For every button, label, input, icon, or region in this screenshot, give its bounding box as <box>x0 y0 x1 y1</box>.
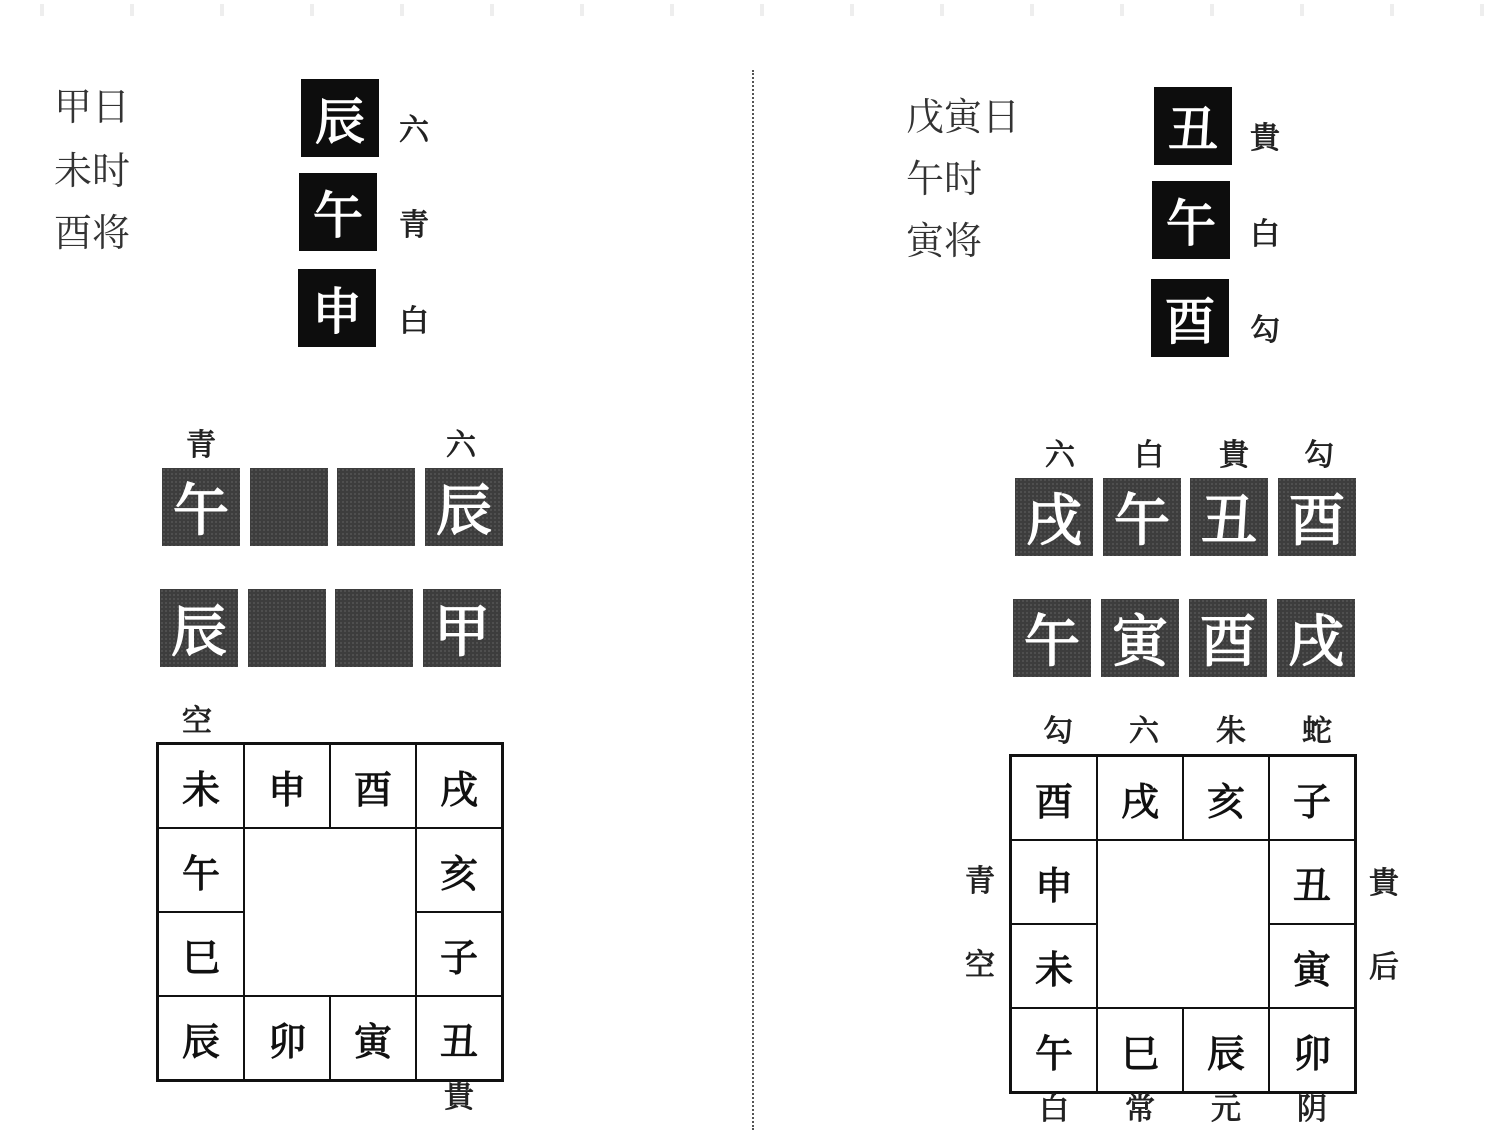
right-panel <box>753 0 1506 1134</box>
chuan-general-2: 白 <box>1250 217 1280 252</box>
above-grid-label: 空 <box>182 704 212 739</box>
grid-cell: 子 <box>416 912 502 996</box>
ke-row1-cell-3: 丑 <box>1190 478 1268 556</box>
grid-left-label-2: 空 <box>965 948 995 983</box>
grid-bottom-label-1: 白 <box>1039 1092 1069 1127</box>
ke-row1-cell-1: 戌 <box>1015 478 1093 556</box>
grid-cell: 巳 <box>1097 1008 1183 1092</box>
chuan-box-2: 午 <box>299 173 377 251</box>
grid-cell: 卯 <box>1269 1008 1355 1092</box>
ke-top-label-4: 勾 <box>1304 438 1334 473</box>
grid-cell: 酉 <box>330 744 416 828</box>
grid-cell: 丑 <box>416 996 502 1080</box>
chuan-general-3: 白 <box>399 304 429 339</box>
plate-grid-right <box>1009 754 1357 1094</box>
ke-top-label-2: 白 <box>1134 438 1164 473</box>
ke-row2-cell-2: 寅 <box>1101 599 1179 677</box>
grid-top-label-1: 勾 <box>1043 714 1073 749</box>
grid-cell: 辰 <box>1183 1008 1269 1092</box>
ke-row2-cell-1: 午 <box>1013 599 1091 677</box>
grid-cell: 亥 <box>416 828 502 912</box>
plate-grid-left <box>156 742 504 1082</box>
grid-center <box>1097 840 1269 1008</box>
grid-cell: 申 <box>1011 840 1097 924</box>
chuan-general-3: 勾 <box>1250 313 1280 348</box>
chuan-box-2: 午 <box>1152 181 1230 259</box>
ke-row1-cell-2 <box>250 468 328 546</box>
info-general: 寅将 <box>906 219 983 263</box>
grid-right-label-2: 后 <box>1369 950 1399 985</box>
grid-cell: 戌 <box>1097 756 1183 840</box>
chuan-box-1: 辰 <box>301 79 379 157</box>
ke-row1-cell-2: 午 <box>1103 478 1181 556</box>
grid-left-label-1: 青 <box>965 864 995 899</box>
grid-cell: 戌 <box>416 744 502 828</box>
grid-cell: 未 <box>1011 924 1097 1008</box>
grid-right-label-1: 貴 <box>1369 866 1399 901</box>
grid-cell: 子 <box>1269 756 1355 840</box>
info-hour: 午时 <box>906 157 983 201</box>
grid-cell: 辰 <box>158 996 244 1080</box>
ke-top-label-1: 青 <box>186 428 216 463</box>
grid-cell: 卯 <box>244 996 330 1080</box>
grid-center <box>244 828 416 996</box>
grid-cell: 申 <box>244 744 330 828</box>
grid-bottom-label-3: 元 <box>1211 1092 1241 1127</box>
ke-row1-cell-4: 辰 <box>425 468 503 546</box>
grid-cell: 未 <box>158 744 244 828</box>
grid-bottom-label-4: 阴 <box>1297 1092 1327 1127</box>
ke-row1-cell-3 <box>337 468 415 546</box>
ke-row2-cell-3: 酉 <box>1189 599 1267 677</box>
chuan-box-3: 申 <box>298 269 376 347</box>
grid-cell: 午 <box>1011 1008 1097 1092</box>
grid-bottom-label-2: 常 <box>1125 1092 1155 1127</box>
ke-top-label-3: 貴 <box>1219 438 1249 473</box>
grid-cell: 酉 <box>1011 756 1097 840</box>
ke-row1-cell-4: 酉 <box>1278 478 1356 556</box>
ke-row2-cell-1: 辰 <box>160 589 238 667</box>
grid-top-label-2: 六 <box>1129 714 1159 749</box>
info-hour: 未时 <box>54 149 131 193</box>
grid-cell: 丑 <box>1269 840 1355 924</box>
chuan-box-1: 丑 <box>1154 87 1232 165</box>
grid-cell: 亥 <box>1183 756 1269 840</box>
ke-row2-cell-4: 戌 <box>1277 599 1355 677</box>
ke-row1-cell-1: 午 <box>162 468 240 546</box>
below-grid-label: 貴 <box>444 1080 474 1115</box>
chuan-general-2: 青 <box>399 208 429 243</box>
info-day: 甲日 <box>54 85 131 129</box>
ke-row2-cell-4: 甲 <box>423 589 501 667</box>
chuan-general-1: 六 <box>399 113 429 148</box>
grid-top-label-4: 蛇 <box>1302 714 1332 749</box>
ke-top-label-4: 六 <box>446 428 476 463</box>
ke-top-label-1: 六 <box>1045 438 1075 473</box>
ke-row2-cell-3 <box>335 589 413 667</box>
grid-top-label-3: 朱 <box>1216 714 1246 749</box>
grid-cell: 寅 <box>1269 924 1355 1008</box>
chuan-general-1: 貴 <box>1250 121 1280 156</box>
ke-row2-cell-2 <box>248 589 326 667</box>
chuan-box-3: 酉 <box>1151 279 1229 357</box>
grid-cell: 午 <box>158 828 244 912</box>
info-general: 酉将 <box>54 211 131 255</box>
grid-cell: 巳 <box>158 912 244 996</box>
info-day: 戊寅日 <box>906 95 1021 139</box>
grid-cell: 寅 <box>330 996 416 1080</box>
